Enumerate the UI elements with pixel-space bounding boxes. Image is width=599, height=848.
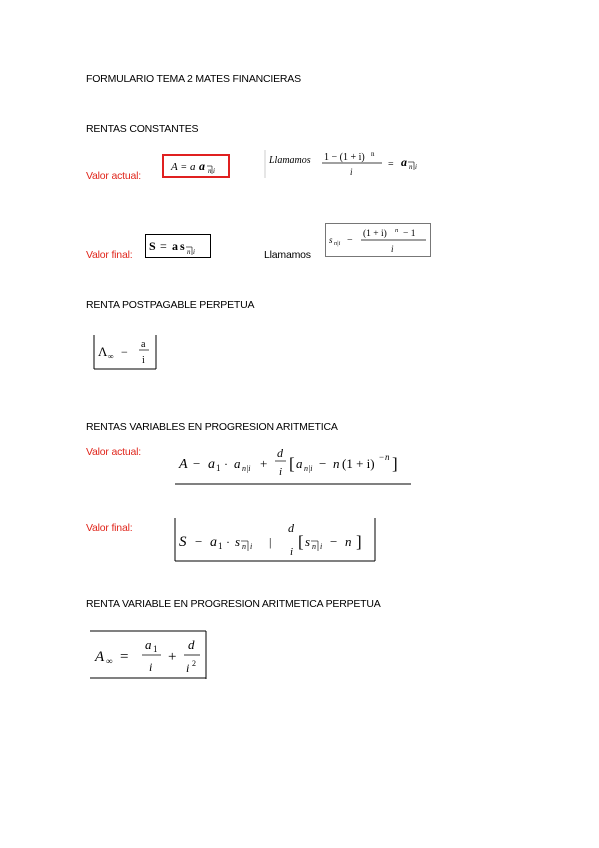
svg-text:i: i [186, 661, 190, 675]
svg-text:[: [ [298, 532, 304, 551]
label-valor-final: Valor final: [86, 522, 133, 534]
svg-text:∞: ∞ [108, 352, 114, 361]
svg-text:1: 1 [153, 644, 158, 654]
svg-text:d: d [288, 521, 294, 535]
svg-text:1 − (1 + i): 1 − (1 + i) [324, 152, 365, 163]
svg-text:|: | [269, 535, 272, 549]
svg-text:− 1: − 1 [403, 229, 416, 239]
formula-renta-variable-perpetua [89, 630, 207, 680]
svg-text:s: s [235, 534, 241, 549]
svg-text:n: n [395, 227, 399, 234]
svg-text:−: − [193, 456, 201, 471]
svg-text:2: 2 [192, 659, 196, 668]
svg-text:a: a [296, 456, 303, 471]
svg-text:i: i [142, 355, 145, 366]
section-heading-rentas-constantes: RENTAS CONSTANTES [86, 123, 199, 135]
svg-text:Λ: Λ [98, 344, 108, 359]
svg-text:Llamamos: Llamamos [269, 155, 311, 166]
svg-text:(1 + i): (1 + i) [342, 456, 375, 471]
svg-text:[: [ [289, 454, 295, 473]
section-heading-renta-variable-perpetua: RENTA VARIABLE EN PROGRESION ARITMETICA PERPETUA [86, 598, 381, 610]
svg-text:i: i [415, 163, 417, 171]
svg-text:1: 1 [218, 541, 223, 551]
svg-text:i: i [391, 244, 394, 254]
svg-text:−: − [195, 534, 203, 549]
svg-text:1: 1 [216, 463, 221, 473]
svg-text:a: a [172, 239, 178, 253]
svg-text:=: = [120, 649, 129, 665]
svg-text:=: = [160, 239, 167, 253]
svg-text:+: + [168, 649, 177, 665]
svg-text:−: − [121, 345, 128, 359]
svg-text:s: s [305, 534, 311, 549]
svg-text:a: a [199, 159, 205, 173]
document-title: FORMULARIO TEMA 2 MATES FINANCIERAS [86, 73, 301, 85]
svg-text:n: n [345, 534, 352, 549]
svg-text:a: a [210, 535, 217, 550]
svg-text:a: a [141, 339, 146, 350]
section-heading-renta-postpagable-perpetua: RENTA POSTPAGABLE PERPETUA [86, 299, 255, 311]
svg-text:n: n [208, 167, 212, 175]
svg-text:n: n [312, 542, 316, 551]
svg-text:−: − [379, 452, 385, 462]
svg-text:+: + [260, 456, 268, 471]
svg-text:i: i [149, 660, 153, 674]
svg-text:s: s [329, 235, 333, 245]
label-valor-final: Valor final: [86, 249, 133, 261]
svg-text:A: A [179, 457, 188, 472]
svg-text:·: · [224, 457, 228, 471]
svg-text:A: A [95, 649, 105, 665]
svg-text:a: a [190, 161, 196, 173]
svg-text:d: d [277, 446, 283, 460]
svg-text:a: a [208, 457, 215, 472]
svg-text:i: i [279, 466, 283, 478]
svg-text:a: a [145, 637, 152, 652]
svg-text:n|i: n|i [242, 464, 251, 473]
svg-text:i: i [193, 248, 195, 256]
svg-text:A: A [171, 161, 178, 173]
formula-valor-final-constante [145, 234, 211, 258]
svg-text:n: n [385, 452, 390, 462]
svg-text:n: n [371, 150, 375, 158]
svg-text:S: S [179, 534, 187, 550]
svg-text:i: i [290, 546, 294, 558]
formula-valor-final-progresion [174, 517, 376, 562]
svg-text:=: = [388, 159, 394, 170]
svg-text:−: − [330, 534, 338, 549]
formula-valor-actual-constante [162, 154, 230, 178]
svg-text:a: a [401, 155, 407, 169]
formula-llamamos-sn [325, 223, 431, 257]
formula-valor-actual-progresion [173, 442, 413, 486]
section-heading-rentas-variables: RENTAS VARIABLES EN PROGRESION ARITMETICA [86, 421, 338, 433]
svg-text:i: i [320, 542, 323, 551]
svg-text:∞: ∞ [106, 656, 113, 666]
svg-text:−: − [319, 456, 327, 471]
svg-text:s: s [180, 239, 185, 253]
formula-llamamos-an [264, 148, 424, 180]
svg-text:i: i [213, 167, 215, 175]
svg-text:−: − [347, 235, 353, 246]
label-llamamos: Llamamos [264, 249, 311, 261]
svg-text:a: a [234, 456, 241, 471]
svg-text:]: ] [392, 454, 398, 473]
svg-text:n|i: n|i [304, 464, 313, 473]
svg-text:S: S [149, 239, 156, 253]
svg-text:n: n [242, 542, 246, 551]
label-valor-actual: Valor actual: [86, 446, 141, 458]
svg-text:]: ] [356, 532, 362, 551]
svg-text:·: · [226, 535, 230, 549]
svg-text:n: n [409, 163, 413, 171]
svg-text:n: n [187, 248, 191, 256]
label-valor-actual: Valor actual: [86, 170, 141, 182]
svg-text:=: = [181, 162, 187, 173]
svg-text:n: n [333, 456, 340, 471]
svg-text:i: i [350, 167, 353, 177]
svg-text:i: i [250, 542, 253, 551]
formula-renta-perpetua [93, 334, 157, 370]
svg-text:d: d [188, 637, 195, 652]
svg-text:n|i: n|i [334, 241, 341, 247]
svg-text:(1 + i): (1 + i) [363, 229, 387, 239]
